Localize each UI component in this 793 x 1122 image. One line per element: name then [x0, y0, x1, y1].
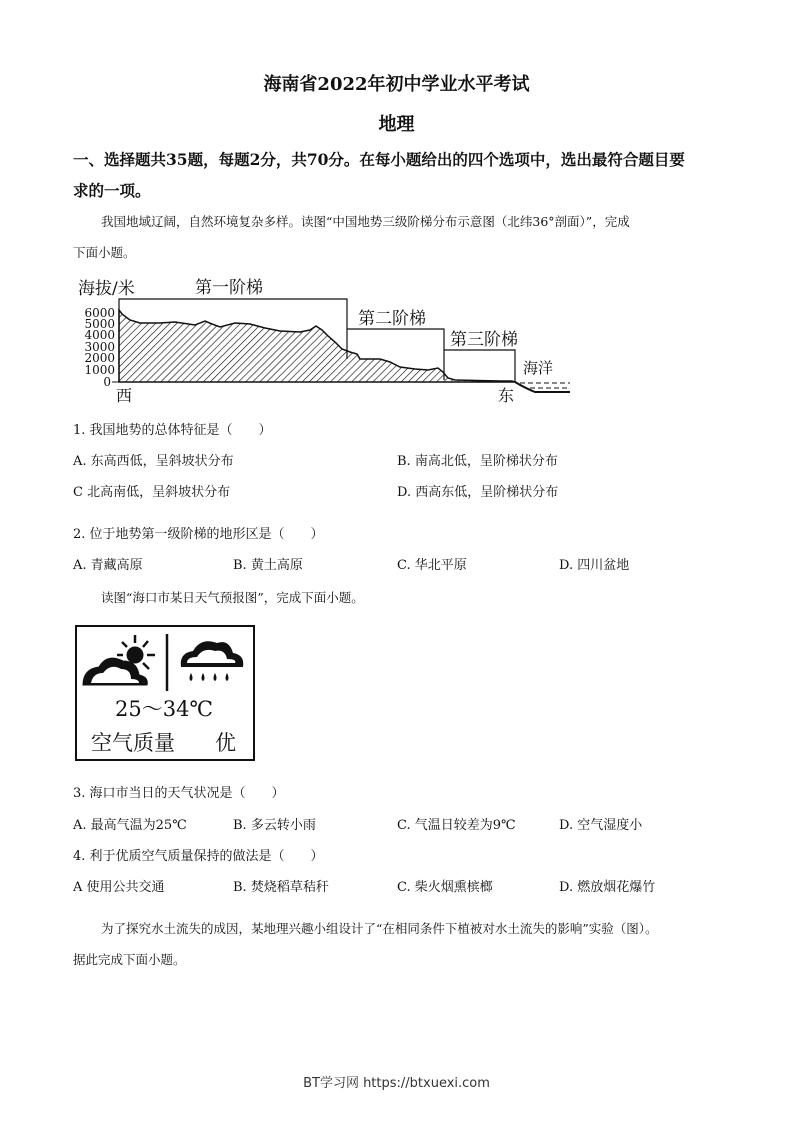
cloud-rain-icon: [181, 641, 244, 681]
q2-option-c: C. 华北平原: [397, 558, 467, 573]
subject-title: 地理: [378, 114, 415, 135]
y-axis-label: 海拔/米: [78, 279, 135, 299]
q4-option-a: A 使用公共交通: [73, 880, 165, 895]
q2-option-b: B. 黄土高原: [233, 558, 303, 573]
terrain-profile-figure: [60, 270, 580, 410]
intro-1-line2: 下面小题。: [73, 245, 136, 260]
y-tick: 1000: [84, 363, 115, 377]
step2-label: 第二阶梯: [358, 309, 426, 329]
q4-option-d: D. 燃放烟花爆竹: [559, 880, 656, 895]
q3-option-b: B. 多云转小雨: [233, 818, 316, 833]
q2-option-a: A. 青藏高原: [73, 558, 143, 573]
q1-option-a: A. 东高西低，呈斜坡状分布: [73, 454, 234, 469]
q2-stem: 2. 位于地势第一级阶梯的地形区是（ ）: [73, 527, 324, 542]
q3-stem: 3. 海口市当日的天气状况是（ ）: [73, 786, 285, 801]
ocean-label: 海洋: [523, 359, 554, 377]
y-tick: 0: [103, 375, 111, 389]
q1-option-d: D. 西高东低，呈阶梯状分布: [397, 485, 559, 500]
west-label: 西: [116, 386, 133, 405]
footer-watermark: BT学习网 https://btxuexi.com: [303, 1076, 490, 1091]
y-tick: 2000: [84, 351, 115, 365]
step3-label: 第三阶梯: [450, 330, 518, 350]
temperature-range: 25～34℃: [115, 697, 213, 721]
y-tick: 5000: [84, 317, 115, 331]
q1-stem: 1. 我国地势的总体特征是（ ）: [73, 423, 272, 438]
q4-option-c: C. 柴火烟熏槟榔: [397, 880, 493, 895]
q2-option-d: D. 四川盆地: [559, 558, 630, 573]
intro-2: 读图“海口市某日天气预报图”，完成下面小题。: [101, 590, 364, 605]
intro-3-line2: 据此完成下面小题。: [73, 952, 186, 967]
q3-option-c: C. 气温日较差为9℃: [397, 818, 516, 833]
q1-option-b: B. 南高北低，呈阶梯状分布: [397, 454, 558, 469]
q4-option-b: B. 焚烧稻草秸秆: [233, 880, 329, 895]
section-heading-line2: 求的一项。: [73, 181, 151, 200]
weather-forecast-figure: [75, 625, 255, 761]
step1-label: 第一阶梯: [195, 278, 263, 298]
y-tick: 4000: [84, 328, 115, 342]
east-label: 东: [498, 386, 515, 405]
y-tick: 6000: [84, 306, 115, 320]
q3-option-d: D. 空气湿度小: [559, 818, 643, 833]
intro-1-line1: 我国地域辽阔，自然环境复杂多样。读图“中国地势三级阶梯分布示意图（北纬36°剖面）”，完成: [101, 214, 630, 229]
sun-cloud-icon: [83, 635, 155, 685]
q4-stem: 4. 利于优质空气质量保持的做法是（ ）: [73, 849, 324, 864]
y-tick: 3000: [84, 340, 115, 354]
air-quality-label: 空气质量: [91, 731, 175, 755]
intro-3-line1: 为了探究水土流失的成因，某地理兴趣小组设计了“在相同条件下植被对水土流失的影响”实验（图）。: [101, 921, 658, 936]
q1-option-c: C 北高南低，呈斜坡状分布: [73, 485, 231, 500]
q3-option-a: A. 最高气温为25℃: [73, 818, 187, 833]
exam-title: 海南省2022年初中学业水平考试: [263, 74, 530, 95]
air-quality-value: 优: [215, 731, 236, 755]
section-heading-line1: 一、选择题共35题，每题2分，共70分。在每小题给出的四个选项中，选出最符合题目要: [73, 150, 685, 169]
